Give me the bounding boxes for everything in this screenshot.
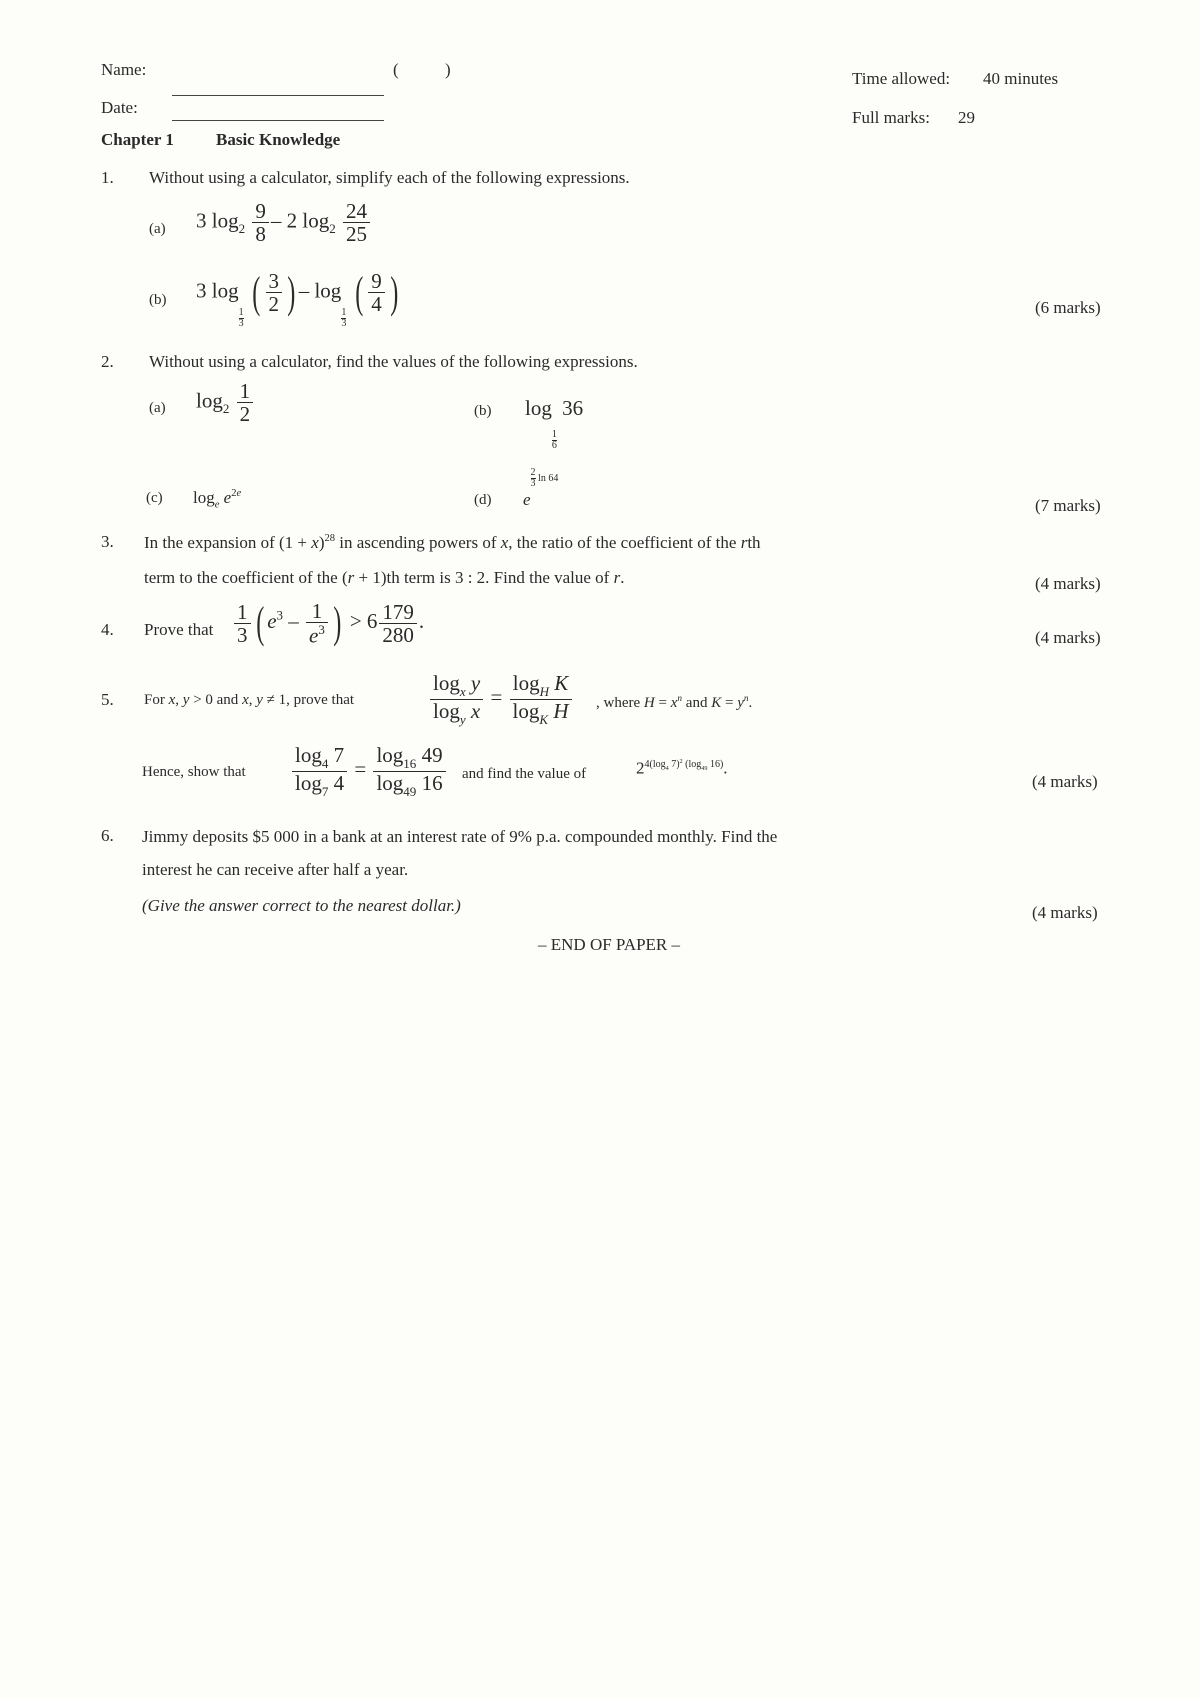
- q1b-label: (b): [149, 292, 167, 308]
- q6-note: (Give the answer correct to the nearest dollar.): [142, 896, 461, 915]
- q4-number: 4.: [101, 620, 114, 639]
- q1-marks: (6 marks): [1035, 298, 1101, 317]
- q5-condition: For x, y > 0 and x, y ≠ 1, prove that: [144, 692, 355, 708]
- end-of-paper: – END OF PAPER –: [538, 935, 681, 954]
- date-underline: [172, 120, 384, 121]
- name-underline: [172, 95, 384, 96]
- q6-number: 6.: [101, 826, 114, 845]
- q5-show-expression: $\frac{\log_4 7}{\log_7 4}$ = $\frac{\log_{16} 49}{\log_{49} 16}$: [290, 744, 448, 798]
- q6-line2: interest he can receive after half a year.: [142, 860, 409, 879]
- q3-marks: (4 marks): [1035, 574, 1101, 593]
- q2a-label: (a): [149, 400, 166, 416]
- q1-number: 1.: [101, 168, 114, 187]
- q2c-label: (c): [146, 490, 163, 506]
- q2-marks: (7 marks): [1035, 496, 1101, 515]
- q4-marks: (4 marks): [1035, 628, 1101, 647]
- q6-line1: Jimmy deposits $5 000 in a bank at an interest rate of 9% p.a. compounded monthly. Find the: [142, 827, 778, 846]
- q4-prefix: Prove that: [144, 620, 214, 639]
- q2d-expression: e $\frac{2}{3}$ ln 64: [523, 467, 559, 509]
- q3-line2: term to the coefficient of the (r + 1)th term is 3 : 2. Find the value of r.: [144, 568, 625, 587]
- full-marks-label: Full marks:: [852, 108, 930, 127]
- q2c-expression: $\log_e e^{2e}$: [193, 488, 242, 511]
- q4-expression: $\frac{1}{3}$ ( $e^3$ – $\frac{1}{e^3}$ ) > 6 $\frac{179}{280}$ .: [232, 600, 424, 647]
- time-allowed-value: 40 minutes: [983, 69, 1059, 88]
- date-label: Date:: [101, 98, 138, 117]
- q3-line1: In the expansion of $(1 + x)^{28}$ in ascending powers of x, the ratio of the coefficient of the rth: [144, 533, 761, 552]
- q6-marks: (4 marks): [1032, 903, 1098, 922]
- chapter-title: Basic Knowledge: [216, 130, 341, 149]
- q1a-expression: 3 $\log_2$ $\frac{9}{8}$ – 2 $\log_2$ $\frac{24}{25}$: [196, 200, 372, 245]
- q5-identity: $\frac{\log_x y}{\log_y x}$ = $\frac{\log_H K}{\log_K H}$: [428, 672, 574, 726]
- q2-text: Without using a calculator, find the values of the following expressions.: [149, 352, 638, 371]
- q2d-label: (d): [474, 492, 492, 508]
- q5-find: and find the value of: [462, 766, 587, 782]
- q5-where: , where $H = x^n$ and $K = y^n$.: [596, 694, 753, 712]
- q3-number: 3.: [101, 532, 114, 551]
- q1-text: Without using a calculator, simplify each of the following expressions.: [149, 168, 630, 187]
- q2b-label: (b): [474, 403, 492, 419]
- q5-find-expression: $2^{4(log_4 7)^2 (log_{49} 16)}$.: [636, 758, 728, 778]
- q5-marks: (4 marks): [1032, 772, 1098, 791]
- q2-number: 2.: [101, 352, 114, 371]
- q5-number: 5.: [101, 690, 114, 709]
- class-no-close-paren: ): [445, 60, 451, 79]
- q5-hence: Hence, show that: [142, 764, 246, 780]
- chapter-number: Chapter 1: [101, 130, 174, 149]
- full-marks-value: 29: [958, 108, 975, 127]
- time-allowed-label: Time allowed:: [852, 69, 951, 88]
- q1b-expression: 3 log $\frac{1}{3}$ ( $\frac{3}{2}$ ) – log $\frac{1}{3}$ ( $\frac{9}{4}$ ): [196, 267, 399, 330]
- class-no-open-paren: (: [393, 60, 399, 79]
- q2b-expression: log $\frac{1}{6}$ 36: [525, 396, 584, 451]
- name-label: Name:: [101, 60, 147, 79]
- q2a-expression: $\log_2$ $\frac{1}{2}$: [196, 380, 255, 425]
- q1a-label: (a): [149, 221, 166, 237]
